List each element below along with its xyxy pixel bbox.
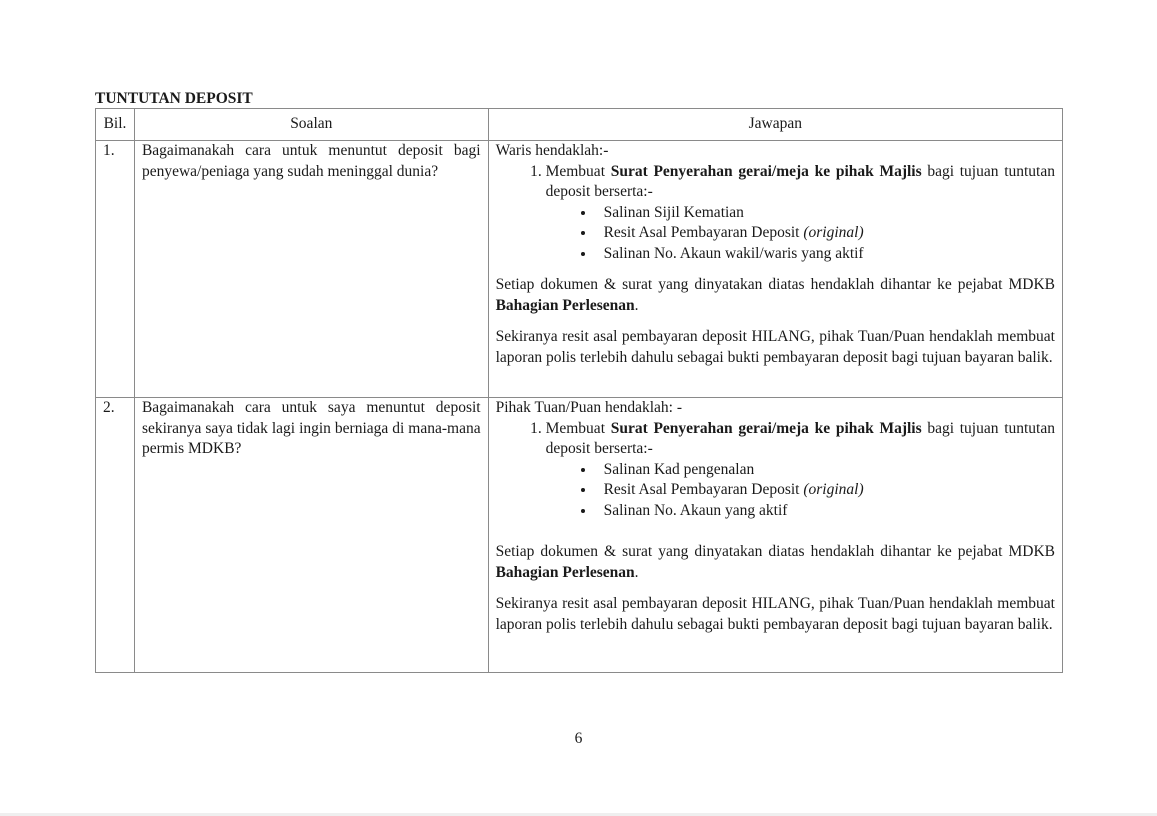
- header-jawapan: Jawapan: [488, 109, 1062, 141]
- steps-list: [496, 419, 1055, 522]
- document-italic-note: (original): [803, 481, 864, 498]
- step-suffix: bagi tujuan tuntutan deposit berserta:-: [545, 419, 1055, 457]
- page-number: 6: [574, 730, 583, 747]
- step-prefix: Membuat: [545, 419, 611, 437]
- submit-bold-text: Bahagian Perlesenan: [495, 296, 635, 314]
- step-suffix: bagi tujuan tuntutan deposit berserta:-: [545, 162, 1055, 200]
- submit-instruction: [496, 275, 1055, 316]
- document-text: Resit Asal Pembayaran Deposit: [603, 224, 804, 241]
- document-item: [596, 501, 1055, 522]
- documents-list: [546, 203, 1055, 265]
- row-number: 1.: [96, 141, 135, 398]
- submit-end: .: [634, 563, 639, 581]
- document-item: [596, 223, 1055, 244]
- step-bold-text: Surat Penyerahan gerai/meja ke pihak Majlis: [610, 419, 922, 437]
- submit-text: Setiap dokumen & surat yang dinyatakan diatas hendaklah dihantar ke pejabat MDKB: [495, 276, 1055, 293]
- answer-cell: [488, 141, 1062, 398]
- document-item: [596, 203, 1055, 224]
- submit-end: .: [634, 296, 639, 314]
- table-row: [96, 141, 1063, 398]
- row-number: 2.: [96, 398, 135, 673]
- answer-intro: Waris hendaklah:-: [495, 142, 609, 159]
- document-item: [596, 480, 1055, 501]
- document-text: Salinan Kad pengenalan: [603, 460, 755, 478]
- faq-table: [95, 108, 1063, 673]
- table-row: [96, 398, 1063, 673]
- question-text: Bagaimanakah cara untuk menuntut deposit bagi penyewa/peniaga yang sudah meninggal dunia?: [134, 141, 488, 398]
- step-prefix: Membuat: [545, 162, 611, 180]
- documents-list: [546, 460, 1055, 522]
- document-text: Salinan Sijil Kematian: [603, 203, 744, 221]
- lost-receipt-note: Sekiranya resit asal pembayaran deposit HILANG, pihak Tuan/Puan hendaklah membuat laporan polis terlebih dahulu sebagai bukti pembayaran deposit bagi tujuan bayaran balik.: [495, 595, 1055, 633]
- document-text: Salinan No. Akaun wakil/waris yang aktif: [603, 244, 864, 262]
- lost-receipt-note: Sekiranya resit asal pembayaran deposit HILANG, pihak Tuan/Puan hendaklah membuat laporan polis terlebih dahulu sebagai bukti pembayaran deposit bagi tujuan bayaran balik.: [495, 328, 1055, 366]
- steps-list: [496, 162, 1055, 265]
- submit-instruction: [496, 542, 1055, 583]
- header-bil: Bil.: [96, 109, 135, 141]
- step-item: [546, 419, 1055, 522]
- table-header-row: [96, 109, 1063, 141]
- header-soalan: Soalan: [134, 109, 488, 141]
- document-italic-note: (original): [803, 224, 864, 241]
- submit-bold-text: Bahagian Perlesenan: [495, 563, 635, 581]
- answer-intro: Pihak Tuan/Puan hendaklah: -: [495, 399, 683, 416]
- document-item: [596, 460, 1055, 481]
- document-text: Salinan No. Akaun yang aktif: [603, 501, 788, 519]
- step-item: [546, 162, 1055, 265]
- document-item: [596, 244, 1055, 265]
- document-title: TUNTUTAN DEPOSIT: [95, 90, 253, 107]
- answer-cell: [488, 398, 1062, 673]
- step-bold-text: Surat Penyerahan gerai/meja ke pihak Majlis: [610, 162, 922, 180]
- document-text: Resit Asal Pembayaran Deposit: [603, 481, 804, 498]
- submit-text: Setiap dokumen & surat yang dinyatakan diatas hendaklah dihantar ke pejabat MDKB: [495, 543, 1055, 560]
- question-text: Bagaimanakah cara untuk saya menuntut deposit sekiranya saya tidak lagi ingin berniaga di mana-mana permis MDKB?: [134, 398, 488, 673]
